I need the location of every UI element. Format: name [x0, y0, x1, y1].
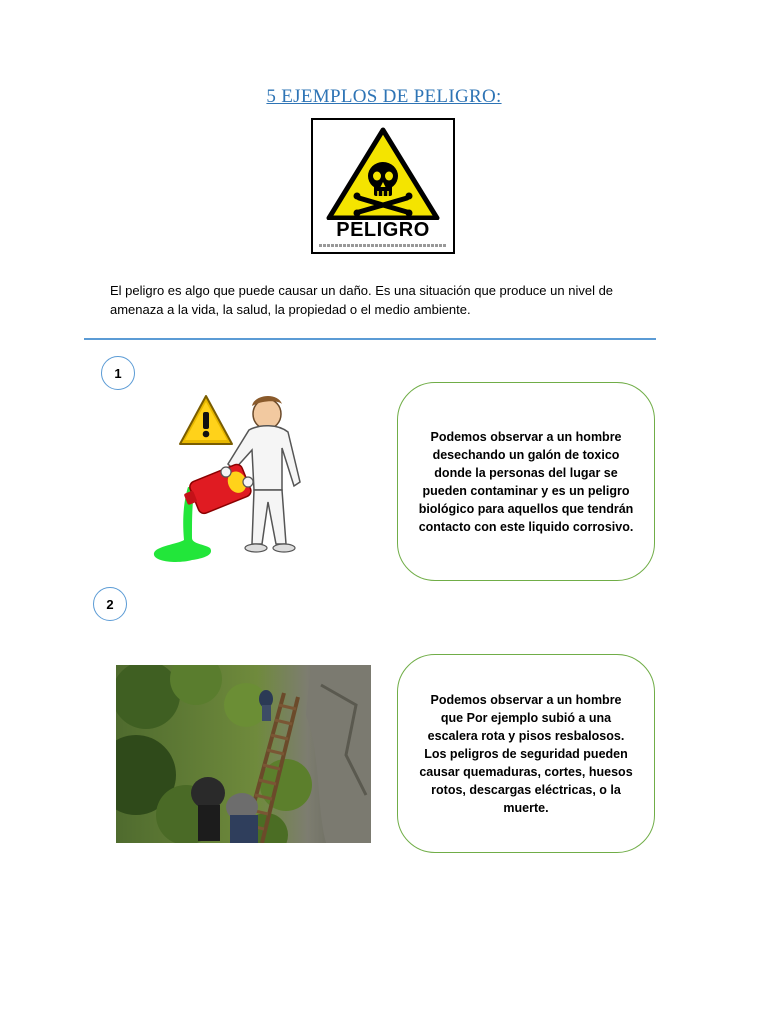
danger-sign-label: PELIGRO [336, 219, 430, 241]
warning-triangle-icon [180, 396, 232, 444]
section-divider [84, 338, 656, 340]
danger-sign-image [311, 118, 455, 254]
intro-paragraph: El peligro es algo que puede causar un daño. Es una situación que produce un nivel de amenaza a la vida, la salud, la propiedad o el medio ambiente. [110, 283, 614, 317]
page-title: 5 EJEMPLOS DE PELIGRO: [266, 86, 502, 107]
skull-crossbones-warning-icon [313, 120, 453, 220]
example-description-text: Podemos observar a un hombre que Por ejemplo subió a una escalera rota y pisos resbalosos. Los peligros de seguridad pueden causar quemaduras, cortes, huesos rotos, descargas eléctricas, o la muerte. [419, 692, 633, 815]
example-description-2 [397, 654, 655, 853]
example-number-1: 1 [101, 356, 135, 390]
toxic-disposal-illustration [148, 390, 328, 570]
ladder-climbing-photo [116, 665, 371, 843]
example-description-1 [397, 382, 655, 581]
sign-fineprint [319, 244, 447, 247]
example-number-2: 2 [93, 587, 127, 621]
example-description-text: Podemos observar a un hombre desechando un galón de toxico donde la personas del lugar se pueden contaminar y es un peligro biológico para aquellos que tendrán contacto con este liquido corrosivo. [418, 429, 634, 534]
